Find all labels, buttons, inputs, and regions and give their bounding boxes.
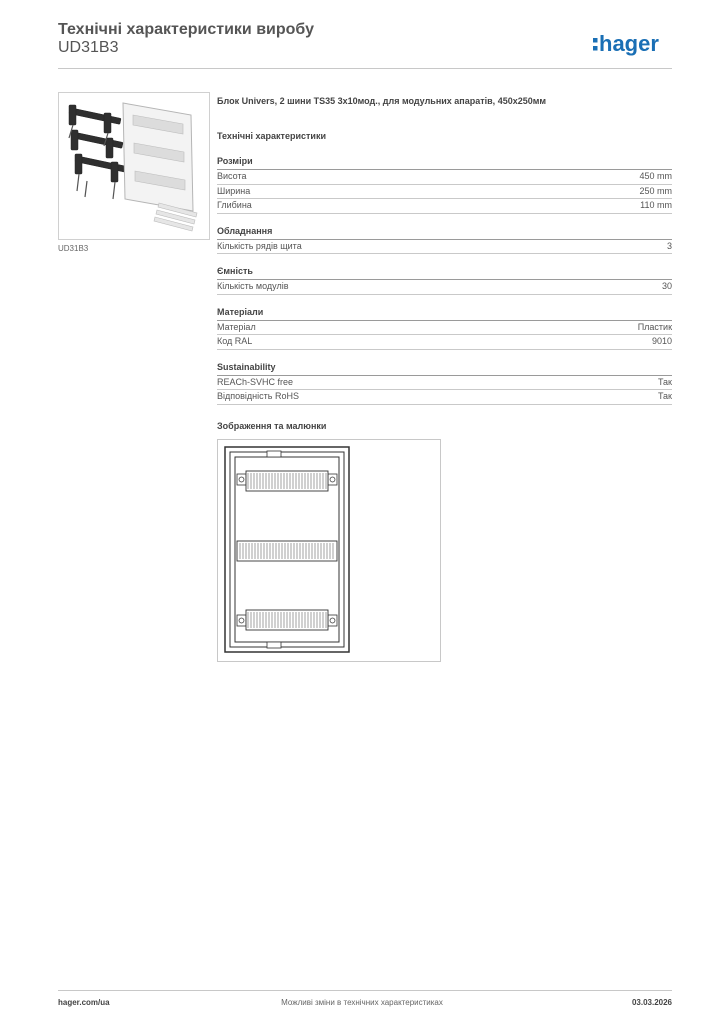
spec-group — [217, 266, 672, 295]
spec-row — [217, 335, 672, 350]
spec-value: Так — [657, 391, 672, 401]
footer-notice: Можливі зміни в технічних характеристиках — [281, 998, 443, 1007]
spec-group-title: Sustainability — [217, 362, 672, 376]
product-code: UD31B3 — [58, 39, 119, 56]
spec-group-title: Обладнання — [217, 226, 672, 240]
spec-label: Відповідність RoHS — [217, 391, 299, 401]
images-heading: Зображення та малюнки — [217, 420, 327, 431]
spec-row — [217, 321, 672, 336]
spec-label: Кількість рядів щита — [217, 240, 302, 251]
photo-caption: UD31B3 — [58, 244, 89, 253]
footer-date: 03.03.2026 — [631, 998, 672, 1007]
spec-row — [217, 240, 672, 255]
spec-row — [217, 199, 672, 214]
spec-row — [217, 170, 672, 185]
spec-group-title: Розміри — [217, 156, 672, 170]
spec-value: 110 mm — [640, 200, 672, 210]
spec-label: Кількість модулів — [217, 281, 289, 291]
spec-label: Ширина — [217, 185, 251, 196]
technical-drawing — [217, 439, 441, 662]
spec-group — [217, 156, 672, 214]
footer-website-link[interactable]: hager.com/ua — [58, 998, 110, 1007]
main-content — [217, 96, 672, 662]
spec-label: Висота — [217, 171, 247, 181]
spec-value: 250 mm — [639, 185, 672, 196]
spec-group — [217, 226, 672, 255]
spec-row — [217, 185, 672, 200]
spec-label: Глибина — [217, 200, 252, 210]
header-divider — [58, 68, 672, 69]
spec-value: Пластик — [637, 321, 672, 332]
product-photo — [58, 92, 210, 240]
spec-group — [217, 362, 672, 405]
spec-group-title: Ємність — [217, 266, 672, 280]
spec-value: 3 — [666, 240, 672, 251]
spec-group-title: Матеріали — [217, 307, 672, 321]
spec-value: 450 mm — [639, 171, 672, 181]
spec-row — [217, 376, 672, 391]
spec-label: Код RAL — [217, 336, 253, 346]
spec-label: Матеріал — [217, 321, 256, 332]
specs-heading: Технічні характеристики — [217, 131, 326, 141]
spec-row — [217, 390, 672, 405]
spec-group — [217, 307, 672, 350]
spec-label: REACh-SVHC free — [217, 376, 294, 387]
page-title: Технічні характеристики виробу — [58, 21, 314, 38]
spec-groups — [217, 156, 672, 405]
spec-value: 9010 — [651, 336, 672, 346]
spec-row — [217, 280, 672, 295]
product-title: Блок Univers, 2 шини TS35 3х10мод., для модульних апаратів, 450x250мм — [217, 96, 547, 106]
footer-divider — [58, 990, 672, 991]
spec-value: 30 — [661, 281, 672, 291]
logo-wordmark: hager — [599, 31, 659, 56]
hager-logo — [593, 26, 675, 60]
spec-value: Так — [657, 376, 672, 387]
